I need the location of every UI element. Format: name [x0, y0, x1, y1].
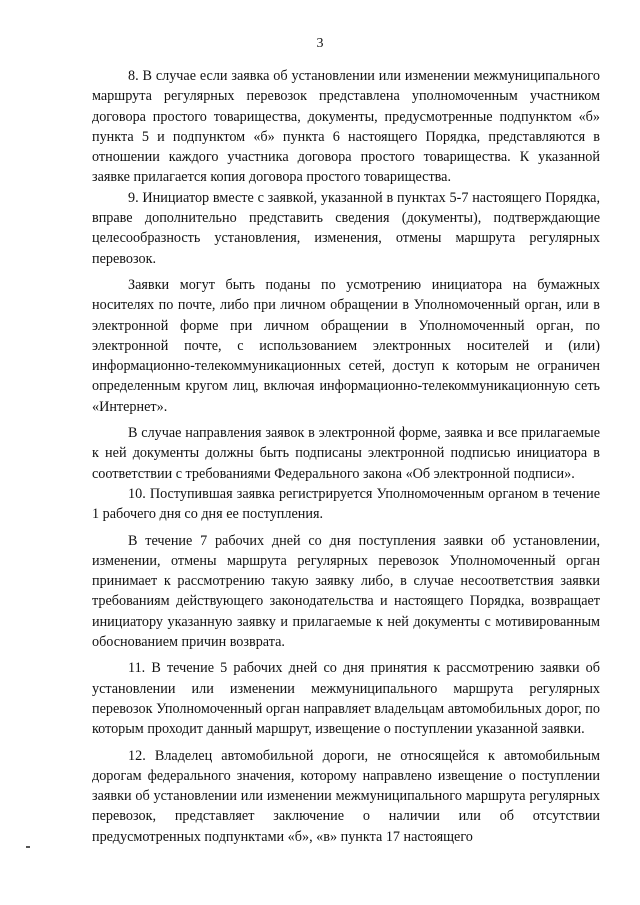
paragraph-12: 12. Владелец автомобильной дороги, не относящейся к автомобильным дорогам федерального значения, которому направлено извещение о поступлении заявки об установлении или изменении межмуниципального маршрута регулярных перевозок, представляет заключение о наличии или об отсутствии предусмотренных подпунктами «б», «в» пункта 17 настоящего: [92, 747, 600, 845]
paragraph-electronic-form: В случае направления заявок в электронной форме, заявка и все прилагаемые к ней документы должны быть подписаны электронной подписью инициатора в соответствии с требованиями Федерального закона «Об электронной подписи».: [92, 425, 600, 482]
scan-mark: [26, 846, 30, 848]
paragraph-applications-submission: Заявки могут быть поданы по усмотрению инициатора на бумажных носителях по почте, либо при личном обращении в Уполномоченный орган, или в электронной форме при личном обращении в Уполномоченный орган, по электронной почте, с использованием электронных носителей и (или) информационно-телекоммуникационных сетей, доступ к которым не ограничен определенным кругом лиц, включая информационно-телекоммуникационную сеть «Интернет».: [92, 276, 600, 415]
paragraph-review-period: В течение 7 рабочих дней со дня поступления заявки об установлении, изменении, отмены маршрута регулярных перевозок Уполномоченный орган принимает к рассмотрению такую заявку либо, в случае несоответствия заявки требованиям действующего законодательства и настоящего Порядка, возвращает инициатору указанную заявку и прилагаемые к ней документы с мотивированным обоснованием причин возврата.: [92, 532, 600, 651]
paragraph-9: 9. Инициатор вместе с заявкой, указанной в пунктах 5-7 настоящего Порядка, вправе дополнительно представить сведения (документы), подтверждающие целесообразность установления, изменения, отмены маршрута регулярных перевозок.: [92, 189, 600, 267]
document-body: [92, 66, 600, 847]
paragraph-8: 8. В случае если заявка об установлении или изменении межмуниципального маршрута регулярных перевозок представлена уполномоченным участником договора простого товарищества, документы, предусмотренные подпунктом «б» пункта 5 и подпунктом «б» пункта 6 настоящего Порядка, представляются в отношении каждого участника договора простого товарищества. К указанной заявке прилагается копия договора простого товарищества.: [92, 68, 600, 186]
paragraph-11: 11. В течение 5 рабочих дней со дня принятия к рассмотрению заявки об установлении или изменении межмуниципального маршрута регулярных перевозок Уполномоченный орган направляет владельцам автомобильных дорог, по которым проходит данный маршрут, извещение о поступлении указанной заявки.: [92, 660, 600, 738]
page-number: 3: [316, 36, 324, 51]
paragraph-10: 10. Поступившая заявка регистрируется Уполномоченным органом в течение 1 рабочего дня со дня ее поступления.: [92, 485, 600, 523]
